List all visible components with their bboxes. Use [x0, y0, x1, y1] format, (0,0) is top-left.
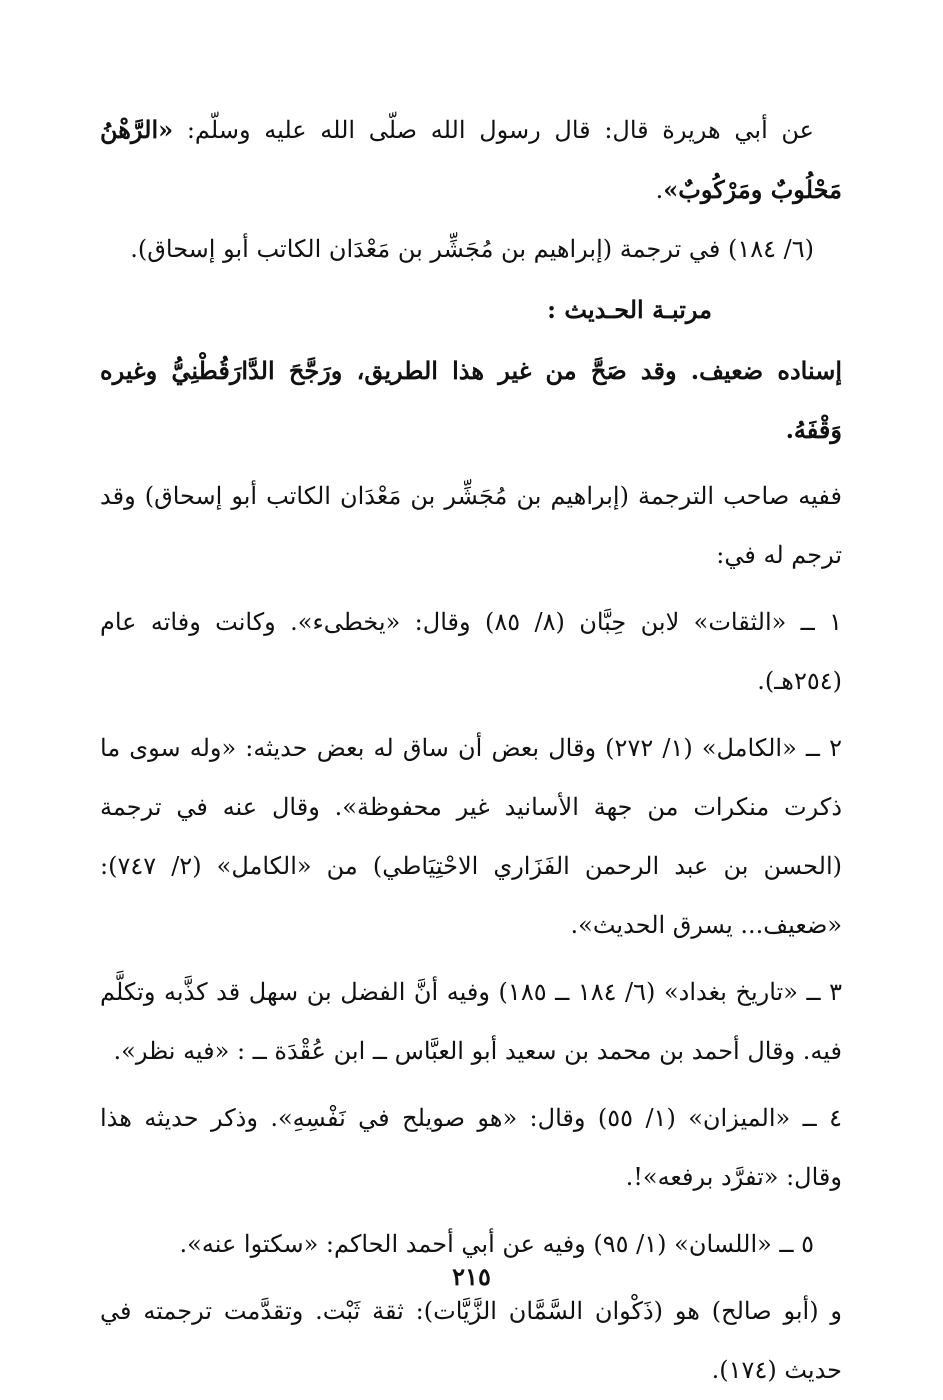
list-item: ٣ ــ «تاريخ بغداد» (٦/ ١٨٤ ــ ١٨٥) وفيه أنَّ الفضل بن سهل قد كذَّبه وتكلَّم فيه. وقال أحمد بن محمد بن سعيد أبو العبَّاس ــ ابن عُقْدَة ــ : «فيه نظر».: [100, 978, 842, 1065]
list-item: ١ ــ «الثقات» لابن حِبَّان (٨/ ٨٥) وقال: «يخطىء». وكانت وفاته عام (٢٥٤هـ).: [100, 608, 843, 695]
narrator-intro: ففيه صاحب الترجمة (إبراهيم بن مُجَشِّر بن مَعْدَان الكاتب أبو إسحاق) وقد ترجم له في:: [100, 482, 842, 569]
list-item: ٢ ــ «الكامل» (١/ ٢٧٢) وقال بعض أن ساق له بعض حديثه: «وله سوى ما ذكرت منكرات من جهة الأسانيد غير محفوظة». وقال عنه في ترجمة (الحسن بن عبد الرحمن الفَزَاري الاحْتِيَاطي) من «الكامل» (٢/ ٧٤٧): «ضعيف... يسرق الحديث».: [100, 734, 842, 939]
hadith-quote: «الرَّهْنُ مَحْلُوبٌ ومَرْكُوبٌ»: [100, 115, 842, 204]
page-number: ٢١٥: [452, 1262, 491, 1291]
source-note: (٦/ ١٨٤) في ترجمة (إبراهيم بن مُجَشِّر بن مَعْدَان الكاتب أبو إسحاق).: [130, 235, 814, 263]
page-body: [100, 100, 842, 1400]
closing-paragraph: و (أبو صالح) هو (ذَكْوان السَّمَّان الزَّيَّات): ثقة ثَبْت. وتقدَّمت ترجمته في حديث (١٧٤).: [100, 1297, 842, 1384]
grade-paragraph: إسناده ضعيف. وقد صَحَّ من غير هذا الطريق، ورَجَّحَ الدَّارَقُطْنِيُّ وغيره وَقْفَهُ.: [100, 356, 842, 444]
hadith-paragraph: [100, 100, 842, 220]
list-item: ٤ ــ «الميزان» (١/ ٥٥) وقال: «هو صويلح في نَفْسِهِ». وذكر حديثه هذا وقال: «تفرَّد برفعه»!.: [100, 1104, 843, 1191]
list-item: ٥ ــ «اللسان» (١/ ٩٥) وفيه عن أبي أحمد الحاكم: «سكتوا عنه».: [179, 1230, 814, 1258]
hadith-prefix: عن أبي هريرة قال: قال رسول الله صلّى الله عليه وسلّم:: [173, 116, 814, 144]
section-heading: مرتبـة الحـديث :: [547, 295, 712, 324]
hadith-suffix: .: [655, 176, 664, 204]
